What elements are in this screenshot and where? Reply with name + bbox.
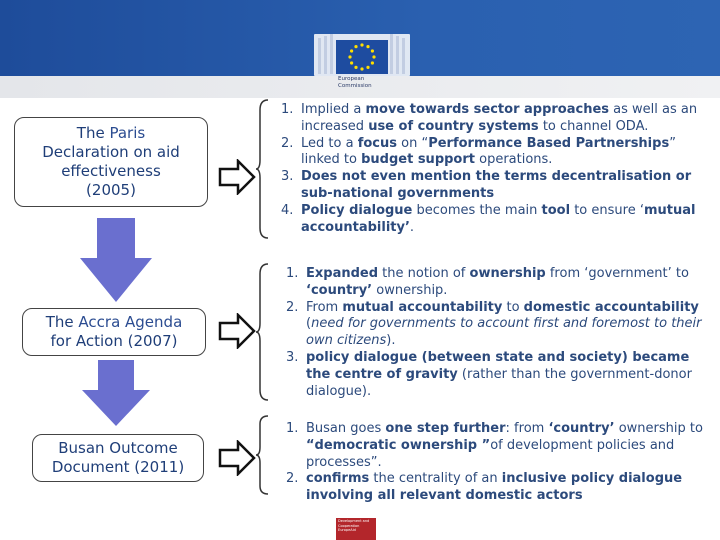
paris-point-item-number: 4.: [281, 202, 294, 218]
paris-point-item: [281, 169, 713, 203]
busan-point-item-text: of development policies and processes”.: [306, 437, 675, 470]
paris-point-item-text: .: [409, 219, 415, 235]
accra-line2: for Action (2007): [50, 332, 178, 350]
accra-point-item-number: 1.: [286, 266, 299, 281]
accra-point-item-text: need for governments to account first and foremost to their own citizens: [306, 316, 702, 349]
paris-point-item-text: use of country systems: [368, 118, 539, 134]
accra-point-item-text: (: [306, 316, 312, 332]
paris-point-item: [281, 136, 713, 170]
accra-point-item-text: the notion of: [378, 266, 470, 281]
paris-line2: Declaration on aid: [42, 143, 180, 161]
brace-1: [256, 98, 270, 240]
accra-point-item-text: (rather than the government-donor dialogue).: [306, 366, 692, 399]
accra-point-item-text: ).: [386, 333, 396, 349]
paris-point-item-number: 1.: [281, 102, 294, 117]
accra-point-item-number: 2.: [286, 299, 299, 315]
accra-points-list: [286, 266, 706, 400]
busan-line1: Busan Outcome: [58, 439, 178, 457]
paris-point-item-text: Policy dialogue: [301, 202, 413, 218]
paris-point-item-text: to channel ODA.: [538, 118, 649, 134]
accra-name: Accra Agenda: [78, 313, 183, 331]
paris-point-item-text: Implied a: [301, 102, 366, 117]
busan-point-item-text: one step further: [385, 421, 506, 436]
accra-pre: The: [45, 313, 79, 331]
busan-point-item-number: 1.: [286, 421, 299, 436]
paris-point-item-text: Does not even mention the terms decentralisation or sub-national governments: [301, 169, 692, 201]
paris-point-item-text: on “: [396, 135, 429, 151]
accra-point-item: [286, 266, 706, 300]
paris-line4: (2005): [86, 181, 136, 199]
busan-outcome-box: [32, 434, 204, 482]
footer-logo-text: Development and Cooperation EuropeAid: [338, 519, 370, 532]
busan-point-item-text: ‘country’: [548, 421, 615, 436]
busan-point-item-text: Busan goes: [306, 421, 386, 436]
paris-points-list: [281, 102, 713, 236]
logo-caption: [338, 76, 372, 90]
paris-name: Paris: [109, 124, 146, 142]
down-arrow-1: [78, 218, 154, 304]
busan-point-item: [286, 421, 706, 471]
busan-point-item: [286, 471, 706, 505]
paris-point-item-text: ” linked to: [301, 135, 676, 168]
paris-point-item-text: Performance Based Partnerships: [428, 135, 670, 151]
paris-point-item-number: 3.: [281, 169, 294, 185]
paris-point-item-text: move towards sector approaches: [365, 102, 610, 117]
paris-line3: effectiveness: [61, 162, 161, 180]
right-arrow-3: [218, 440, 256, 476]
busan-points-list: [286, 421, 706, 505]
europeaid-logo: [336, 518, 376, 540]
paris-point-item-text: mutual accountability’: [301, 202, 696, 235]
busan-line2: Document (2011): [51, 458, 185, 476]
accra-point-item-text: Expanded: [306, 266, 379, 281]
busan-point-item-text: ownership to: [614, 421, 703, 436]
busan-point-item-text: “democratic ownership ”: [306, 437, 491, 453]
busan-point-item-text: confirms: [306, 471, 370, 487]
accra-point-item-text: domestic accountability: [523, 299, 699, 315]
paris-point-item-text: as well as an increased: [301, 102, 698, 134]
paris-point-item-text: budget support: [361, 152, 475, 168]
busan-point-item-text: the centrality of an: [369, 471, 502, 487]
paris-point-item-number: 2.: [281, 135, 294, 151]
european-commission-logo: [312, 14, 412, 78]
logo-caption-line1: European: [338, 76, 365, 82]
paris-point-item-text: operations.: [474, 152, 553, 168]
accra-point-item: [286, 350, 706, 400]
accra-agenda-box: [22, 308, 206, 356]
accra-point-item-text: policy dialogue (between state and society) became the centre of gravity: [306, 349, 690, 382]
accra-point-item-text: mutual accountability: [342, 299, 503, 315]
paris-pre: The: [76, 124, 110, 142]
down-arrow-2: [80, 360, 152, 428]
paris-declaration-box: [14, 117, 208, 207]
paris-point-item-text: Led to a: [301, 135, 358, 151]
right-arrow-2: [218, 313, 256, 349]
brace-2: [256, 262, 270, 402]
accra-point-item: [286, 300, 706, 350]
paris-point-item: [281, 102, 713, 136]
paris-point-item-text: tool: [541, 202, 571, 218]
accra-point-item-text: ‘country’: [306, 282, 373, 298]
paris-point-item: [281, 203, 713, 237]
busan-point-item-text: : from: [505, 421, 549, 436]
logo-caption-line2: Commission: [338, 83, 372, 89]
paris-point-item-text: to ensure ‘: [570, 202, 644, 218]
paris-point-item-text: becomes the main: [412, 202, 542, 218]
accra-point-item-text: ownership: [469, 266, 546, 281]
accra-point-item-text: from ‘government’ to: [545, 266, 689, 281]
accra-point-item-text: From: [306, 299, 343, 315]
brace-3: [256, 414, 270, 496]
busan-point-item-text: inclusive policy dialogue involving all relevant domestic actors: [306, 471, 683, 504]
accra-point-item-text: to: [502, 299, 524, 315]
accra-point-item-text: ownership.: [372, 282, 448, 298]
paris-point-item-text: focus: [357, 135, 397, 151]
right-arrow-1: [218, 159, 256, 195]
accra-point-item-number: 3.: [286, 349, 299, 365]
busan-point-item-number: 2.: [286, 471, 299, 487]
